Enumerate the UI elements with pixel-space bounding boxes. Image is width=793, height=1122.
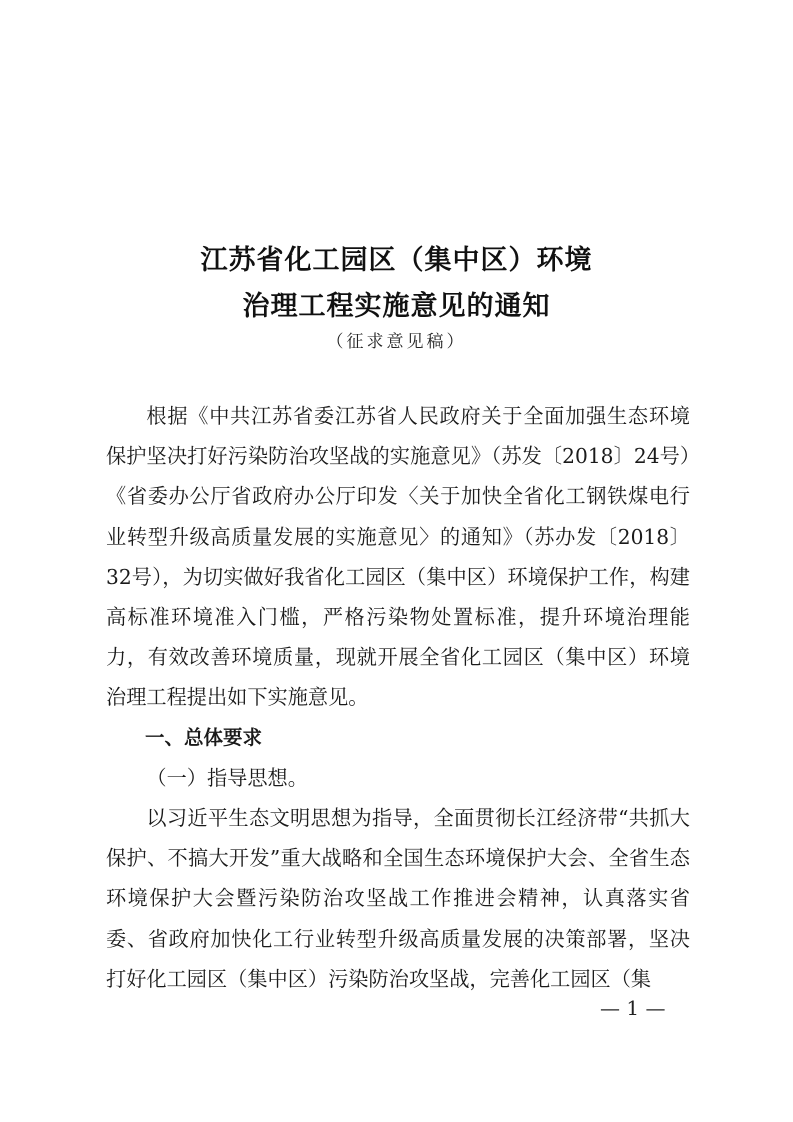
section-heading-general-requirements: 一、总体要求 [145,725,263,749]
subsection-heading-guiding-ideology: （一）指导思想。 [146,765,308,790]
guiding-ideology-paragraph: 以习近平生态文明思想为指导，全面贯彻长江经济带“共抓大保护、不搞大开发”重大战略和全国生态环境保护大会、全省生态环境保护大会暨污染防治攻坚战工作推进会精神，认真落实省委、省政府加快化工行业转型升级高质量发展的决策部署，坚决打好化工园区（集中区）污染防治攻坚战，完善化工园区（集 [106,806,690,991]
page-number: — 1 — [600,996,666,1020]
document-body [106,396,690,999]
document-title-line-1: 江苏省化工园区（集中区）环境 [200,245,593,276]
document-subtitle: （征求意见稿） [326,332,467,352]
intro-paragraph: 根据《中共江苏省委江苏省人民政府关于全面加强生态环境保护坚决打好污染防治攻坚战的实施意见》（苏发〔2018〕24号）《省委办公厅省政府办公厅印发〈关于加快全省化工钢铁煤电行业转型升级高质量发展的实施意见〉的通知》（苏办发〔2018〕32号），为切实做好我省化工园区（集中区）环境保护工作，构建高标准环境准入门槛，严格污染物处置标准，提升环境治理能力，有效改善环境质量，现就开展全省化工园区（集中区）环境治理工程提出如下实施意见。 [106,404,690,710]
document-title-line-2: 治理工程实施意见的通知 [242,291,551,322]
